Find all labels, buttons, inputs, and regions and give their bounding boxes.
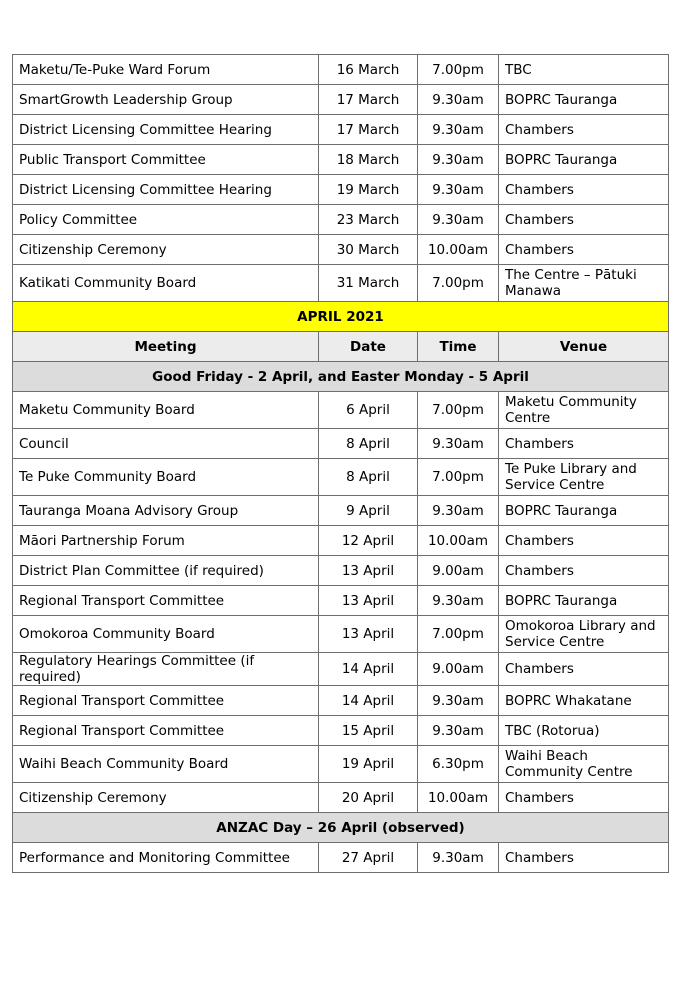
meeting-cell: Regulatory Hearings Committee (if required) (13, 653, 319, 686)
table-row (13, 686, 669, 716)
date-cell: 13 April (319, 616, 418, 653)
venue-cell: Chambers (499, 175, 669, 205)
meeting-cell: Maketu/Te-Puke Ward Forum (13, 55, 319, 85)
time-cell: 7.00pm (418, 459, 499, 496)
table-row (13, 586, 669, 616)
time-cell: 10.00am (418, 783, 499, 813)
date-cell: 17 March (319, 115, 418, 145)
holiday-notice-row (13, 813, 669, 843)
table-row (13, 653, 669, 686)
venue-cell: Chambers (499, 115, 669, 145)
meeting-cell: SmartGrowth Leadership Group (13, 85, 319, 115)
easter-notice: Good Friday - 2 April, and Easter Monday - 5 April (13, 362, 669, 392)
time-cell: 7.00pm (418, 616, 499, 653)
header-time: Time (418, 332, 499, 362)
date-cell: 31 March (319, 265, 418, 302)
time-cell: 9.30am (418, 843, 499, 873)
venue-cell: BOPRC Tauranga (499, 145, 669, 175)
venue-cell: Chambers (499, 843, 669, 873)
venue-cell: The Centre – Pātuki Manawa (499, 265, 669, 302)
meeting-cell: Māori Partnership Forum (13, 526, 319, 556)
venue-cell: Chambers (499, 526, 669, 556)
table-row (13, 392, 669, 429)
time-cell: 9.30am (418, 716, 499, 746)
table-row (13, 843, 669, 873)
time-cell: 9.30am (418, 115, 499, 145)
date-cell: 16 March (319, 55, 418, 85)
anzac-notice: ANZAC Day – 26 April (observed) (13, 813, 669, 843)
time-cell: 9.00am (418, 556, 499, 586)
time-cell: 9.30am (418, 496, 499, 526)
month-title: APRIL 2021 (13, 302, 669, 332)
date-cell: 23 March (319, 205, 418, 235)
meeting-cell: Citizenship Ceremony (13, 235, 319, 265)
date-cell: 17 March (319, 85, 418, 115)
table-row (13, 746, 669, 783)
time-cell: 9.30am (418, 175, 499, 205)
date-cell: 8 April (319, 459, 418, 496)
time-cell: 9.30am (418, 205, 499, 235)
meeting-cell: Citizenship Ceremony (13, 783, 319, 813)
time-cell: 7.00pm (418, 55, 499, 85)
date-cell: 20 April (319, 783, 418, 813)
venue-cell: Chambers (499, 556, 669, 586)
date-cell: 12 April (319, 526, 418, 556)
table-row (13, 783, 669, 813)
venue-cell: Chambers (499, 783, 669, 813)
time-cell: 7.00pm (418, 265, 499, 302)
venue-cell: BOPRC Tauranga (499, 586, 669, 616)
meeting-cell: Regional Transport Committee (13, 586, 319, 616)
meeting-cell: Waihi Beach Community Board (13, 746, 319, 783)
venue-cell: Waihi Beach Community Centre (499, 746, 669, 783)
table-body (13, 55, 669, 873)
meeting-cell: Policy Committee (13, 205, 319, 235)
table-row (13, 85, 669, 115)
time-cell: 6.30pm (418, 746, 499, 783)
venue-cell: BOPRC Tauranga (499, 85, 669, 115)
meetings-schedule-table (12, 54, 669, 873)
meeting-cell: Regional Transport Committee (13, 716, 319, 746)
venue-cell: BOPRC Tauranga (499, 496, 669, 526)
date-cell: 18 March (319, 145, 418, 175)
table-row (13, 205, 669, 235)
venue-cell: Te Puke Library and Service Centre (499, 459, 669, 496)
table-row (13, 265, 669, 302)
venue-cell: Omokoroa Library and Service Centre (499, 616, 669, 653)
table-row (13, 235, 669, 265)
meeting-cell: Katikati Community Board (13, 265, 319, 302)
date-cell: 8 April (319, 429, 418, 459)
venue-cell: Maketu Community Centre (499, 392, 669, 429)
time-cell: 9.30am (418, 429, 499, 459)
column-header-row (13, 332, 669, 362)
date-cell: 14 April (319, 686, 418, 716)
meeting-cell: District Licensing Committee Hearing (13, 175, 319, 205)
date-cell: 6 April (319, 392, 418, 429)
date-cell: 14 April (319, 653, 418, 686)
month-heading-row (13, 302, 669, 332)
header-date: Date (319, 332, 418, 362)
time-cell: 9.30am (418, 85, 499, 115)
date-cell: 13 April (319, 556, 418, 586)
venue-cell: Chambers (499, 205, 669, 235)
table-row (13, 526, 669, 556)
header-meeting: Meeting (13, 332, 319, 362)
date-cell: 19 March (319, 175, 418, 205)
time-cell: 9.30am (418, 145, 499, 175)
meeting-cell: Omokoroa Community Board (13, 616, 319, 653)
meeting-cell: Council (13, 429, 319, 459)
venue-cell: TBC (Rotorua) (499, 716, 669, 746)
holiday-notice-row (13, 362, 669, 392)
date-cell: 27 April (319, 843, 418, 873)
time-cell: 9.30am (418, 686, 499, 716)
table-row (13, 115, 669, 145)
venue-cell: BOPRC Whakatane (499, 686, 669, 716)
time-cell: 10.00am (418, 526, 499, 556)
table-row (13, 429, 669, 459)
meeting-cell: Te Puke Community Board (13, 459, 319, 496)
table-row (13, 55, 669, 85)
table-row (13, 496, 669, 526)
table-row (13, 616, 669, 653)
time-cell: 9.30am (418, 586, 499, 616)
venue-cell: Chambers (499, 429, 669, 459)
venue-cell: Chambers (499, 653, 669, 686)
time-cell: 10.00am (418, 235, 499, 265)
time-cell: 7.00pm (418, 392, 499, 429)
table-row (13, 459, 669, 496)
table-row (13, 175, 669, 205)
table-row (13, 556, 669, 586)
date-cell: 15 April (319, 716, 418, 746)
venue-cell: Chambers (499, 235, 669, 265)
date-cell: 9 April (319, 496, 418, 526)
date-cell: 13 April (319, 586, 418, 616)
time-cell: 9.00am (418, 653, 499, 686)
date-cell: 19 April (319, 746, 418, 783)
header-venue: Venue (499, 332, 669, 362)
meeting-cell: Performance and Monitoring Committee (13, 843, 319, 873)
meeting-cell: District Plan Committee (if required) (13, 556, 319, 586)
table-row (13, 145, 669, 175)
meeting-cell: Tauranga Moana Advisory Group (13, 496, 319, 526)
venue-cell: TBC (499, 55, 669, 85)
meeting-cell: District Licensing Committee Hearing (13, 115, 319, 145)
date-cell: 30 March (319, 235, 418, 265)
meeting-cell: Maketu Community Board (13, 392, 319, 429)
table-row (13, 716, 669, 746)
meeting-cell: Regional Transport Committee (13, 686, 319, 716)
meeting-cell: Public Transport Committee (13, 145, 319, 175)
